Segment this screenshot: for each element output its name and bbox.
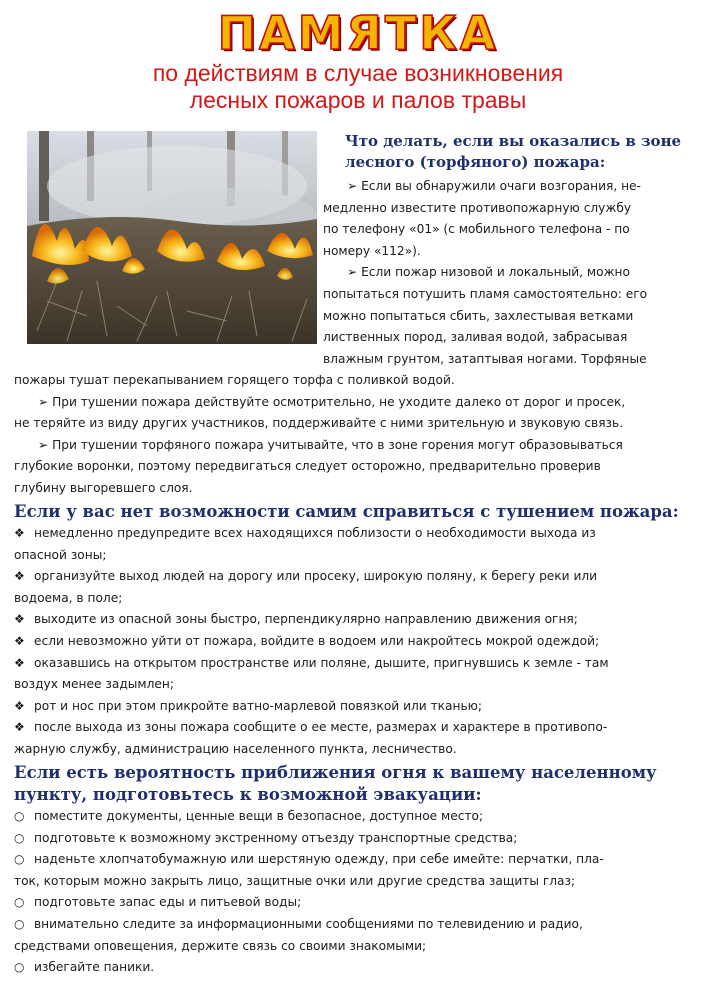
circle-bullet-icon: ○ <box>14 895 25 910</box>
list-item-text: внимательно следите за информационными сообщениями по телевидению и радио, <box>34 916 583 931</box>
heading-line: лесного (торфяного) пожара: <box>345 153 606 171</box>
list-item <box>14 828 714 850</box>
diamond-bullet-icon: ❖ <box>14 720 25 735</box>
list-item <box>14 609 714 631</box>
diamond-bullet-icon: ❖ <box>14 612 25 627</box>
list-item <box>14 566 714 588</box>
arrow-bullet-icon: ➢ <box>347 265 362 280</box>
list-item-text: подготовьте запас еды и питьевой воды; <box>34 895 302 910</box>
list-item-text: подготовьте к возможному экстренному отъезду транспортные средства; <box>34 830 518 845</box>
text-line: пожары тушат перекапыванием горящего торфа с поливкой водой. <box>14 373 455 387</box>
heading-line: Что делать, если вы оказались в зоне <box>345 132 682 150</box>
list-item <box>14 588 714 610</box>
list-item <box>14 653 714 675</box>
text-line: глубокие воронки, поэтому передвигаться следует осторожно, предварительно проверив <box>14 459 601 474</box>
list-item <box>14 914 714 936</box>
text-line: можно попытаться сбить, захлестывая ветками <box>323 308 634 323</box>
list-item <box>14 545 714 567</box>
text-line: по телефону «01» (с мобильного телефона - по <box>323 222 630 237</box>
diamond-bullet-icon: ❖ <box>14 633 25 648</box>
heading-line: Если есть вероятность приближения огня к вашему населенному <box>14 763 657 782</box>
list-item <box>14 696 714 718</box>
heading-line: пункту, подготовьтесь к возможной эвакуации: <box>14 785 482 804</box>
text-line: лиственных пород, заливая водой, забрасывая <box>323 330 628 345</box>
diamond-bullet-icon: ❖ <box>14 569 25 584</box>
list-item <box>14 631 714 653</box>
list-item <box>14 892 714 914</box>
diamond-bullet-icon: ❖ <box>14 655 25 670</box>
circle-bullet-icon: ○ <box>14 809 25 823</box>
list-item <box>14 849 714 871</box>
list-item-text: жарную службу, администрацию населенного пункта, лесничество. <box>14 741 457 756</box>
text-line: При тушении пожара действуйте осмотрительно, не уходите далеко от дорог и просек, <box>52 394 626 409</box>
list-item-text: избегайте паники. <box>34 960 155 975</box>
list-item-text: поместите документы, ценные вещи в безопасное, доступное место; <box>34 809 484 823</box>
list-item <box>14 674 714 696</box>
list-item-text: если невозможно уйти от пожара, войдите в водоем или накройтесь мокрой одеждой; <box>34 633 600 648</box>
section-heading-evacuation <box>14 762 714 806</box>
list-item <box>14 936 714 958</box>
circle-bullet-icon: ○ <box>14 852 25 867</box>
list-item-text: после выхода из зоны пожара сообщите о ее месте, размерах и характере в противопо- <box>34 720 608 735</box>
list-item <box>14 523 714 545</box>
text-line: глубину выгоревшего слоя. <box>14 480 193 495</box>
paragraph-safety <box>14 370 714 500</box>
text-line: Если пожар низовой и локальный, можно <box>361 265 630 280</box>
arrow-bullet-icon: ➢ <box>38 394 53 409</box>
list-item-text: воздух менее задымлен; <box>14 677 174 692</box>
list-item-text: выходите из опасной зоны быстро, перпендикулярно направлению движения огня; <box>34 612 578 627</box>
list-item <box>14 806 714 828</box>
list-evacuation <box>14 806 714 979</box>
paragraph-report-fire <box>323 176 711 370</box>
section-heading-cannot-extinguish: Если у вас нет возможности самим справиться с тушением пожара: <box>14 502 679 521</box>
list-item-text: немедленно предупредите всех находящихся поблизости о необходимости выхода из <box>34 526 596 540</box>
page-title: ПАМЯТКА <box>217 6 499 60</box>
list-item-text: наденьте хлопчатобумажную или шерстяную одежду, при себе имейте: перчатки, пла- <box>34 852 604 867</box>
text-line: не теряйте из виду других участников, поддерживайте с ними зрительную и звуковую связь. <box>14 416 624 431</box>
arrow-bullet-icon: ➢ <box>347 179 362 193</box>
circle-bullet-icon: ○ <box>14 830 25 845</box>
subtitle-line-1: по действиям в случае возникновения <box>152 60 564 86</box>
list-item-text: рот и нос при этом прикройте ватно-марлевой повязкой или тканью; <box>34 698 483 713</box>
list-item <box>14 739 714 761</box>
text-line: попытаться потушить пламя самостоятельно: его <box>323 286 648 301</box>
text-line: номеру «112»). <box>323 243 421 258</box>
list-item <box>14 871 714 893</box>
circle-bullet-icon: ○ <box>14 916 25 931</box>
forest-fire-photo <box>27 131 317 344</box>
subtitle-line-2: лесных пожаров и палов травы <box>189 87 527 113</box>
diamond-bullet-icon: ❖ <box>14 526 25 540</box>
list-item-text: организуйте выход людей на дорогу или просеку, широкую поляну, к берегу реки или <box>34 569 598 584</box>
text-line: Если вы обнаружили очаги возгорания, не- <box>361 179 641 193</box>
page-subtitle <box>0 60 716 114</box>
text-line: влажным грунтом, затаптывая ногами. Торфяные <box>323 351 647 366</box>
list-item-text: средствами оповещения, держите связь со своими знакомыми; <box>14 938 427 953</box>
circle-bullet-icon: ○ <box>14 960 25 975</box>
arrow-bullet-icon: ➢ <box>38 437 53 452</box>
text-line: медленно известите противопожарную службу <box>323 200 632 215</box>
list-item <box>14 957 714 979</box>
diamond-bullet-icon: ❖ <box>14 698 25 713</box>
section-heading-forest-fire <box>345 131 710 173</box>
list-item <box>14 717 714 739</box>
list-item-text: ток, которым можно закрыть лицо, защитные очки или другие средства защиты глаз; <box>14 873 576 888</box>
list-item-text: оказавшись на открытом пространстве или поляне, дышите, пригнувшись к земле - там <box>34 655 609 670</box>
text-line: При тушении торфяного пожара учитывайте, что в зоне горения могут образовываться <box>52 437 623 452</box>
list-item-text: опасной зоны; <box>14 547 107 562</box>
list-item-text: водоема, в поле; <box>14 590 123 605</box>
list-cannot-extinguish <box>14 523 714 761</box>
